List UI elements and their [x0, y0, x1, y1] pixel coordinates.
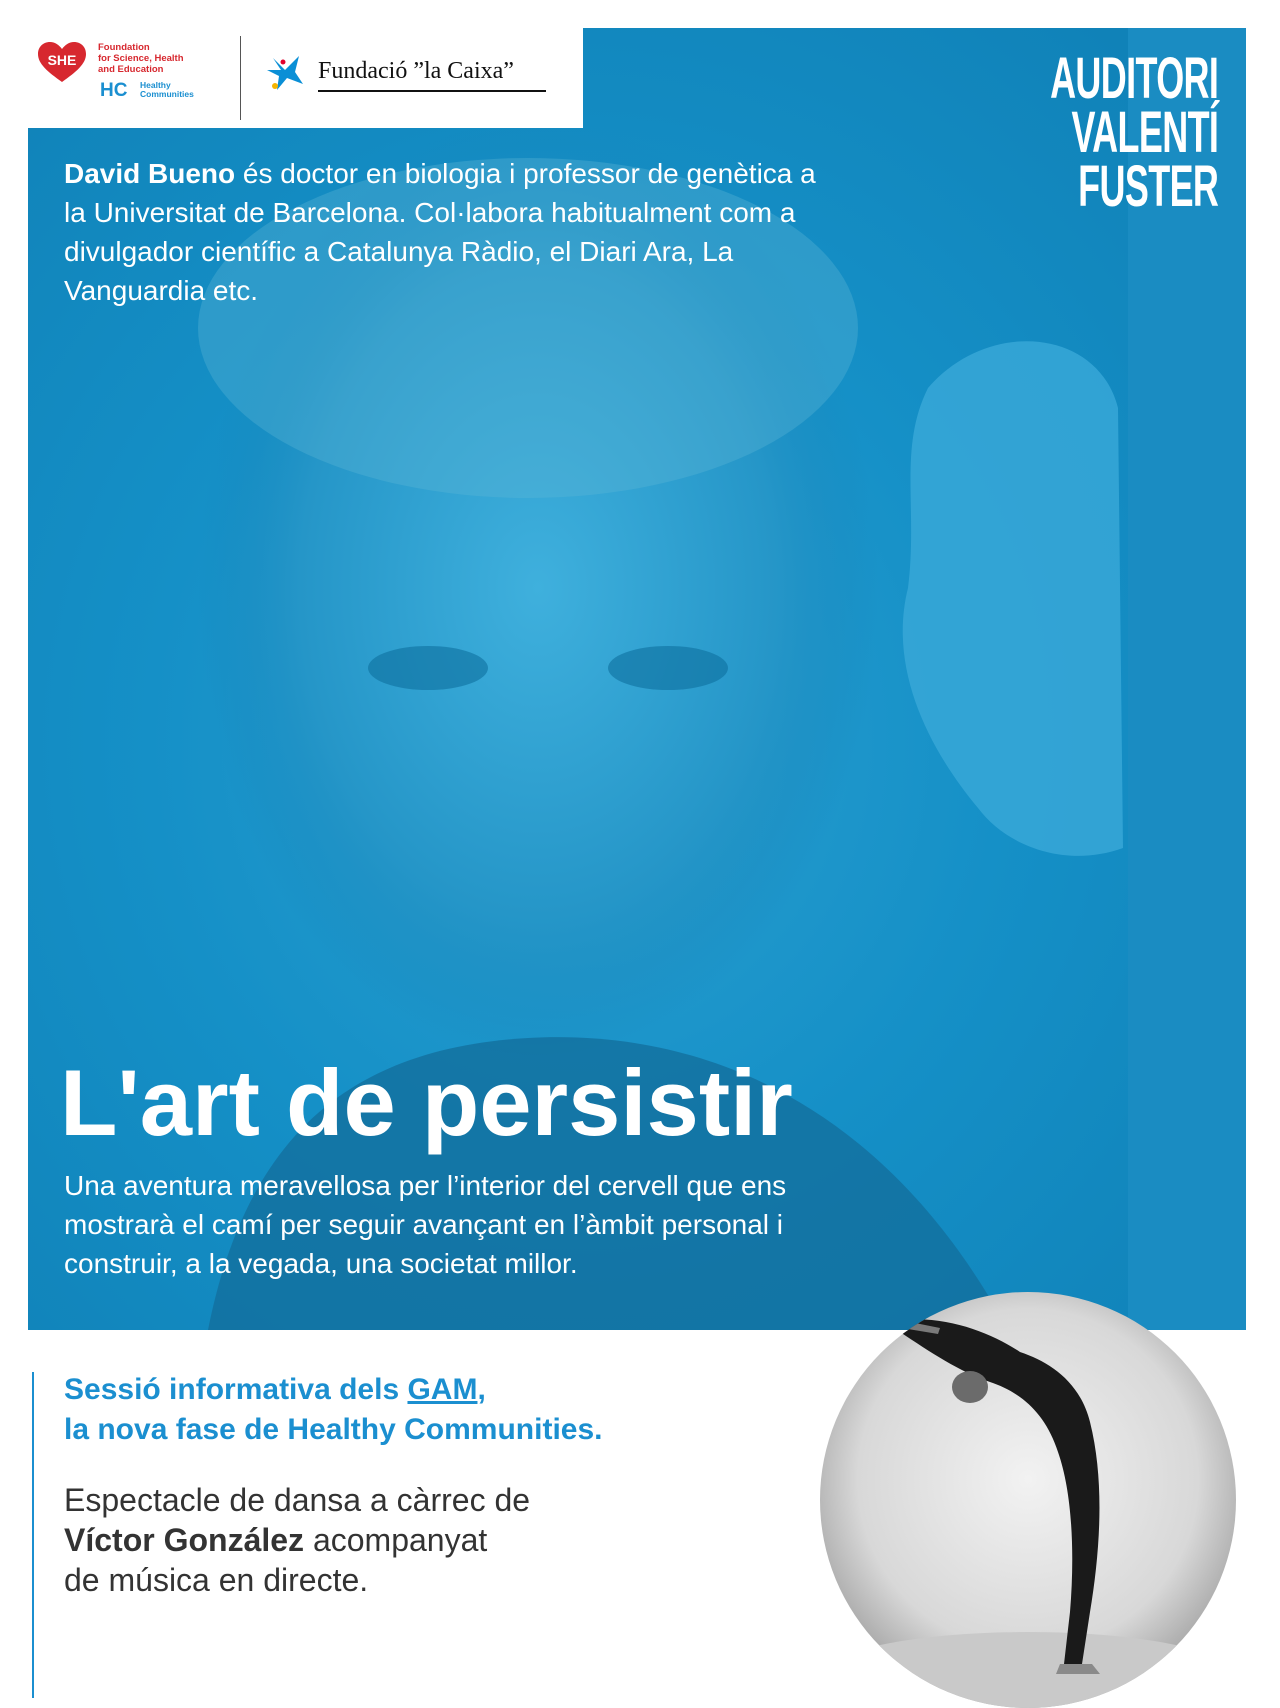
caixa-underline: [318, 90, 546, 92]
she-badge-text: SHE: [47, 52, 77, 68]
dancer-figure: [820, 1292, 1236, 1708]
dance-line-3: de música en directe.: [64, 1562, 369, 1598]
she-text-line: for Science, Health: [98, 53, 184, 64]
she-text-line: and Education: [98, 64, 164, 75]
event-description: Una aventura meravellosa per l’interior del cervell que ens mostrarà el camí per seguir avançant en l’àmbit personal i construir, a la vegada, una societat millor.: [64, 1170, 787, 1279]
dance-line-1: Espectacle de dansa a càrrec de: [64, 1482, 531, 1518]
venue-line: AUDITORI: [1049, 46, 1218, 111]
dance-performance: [64, 1480, 530, 1600]
info-line-2: la nova fase de Healthy Communities.: [64, 1413, 603, 1446]
performer-name: Víctor González: [64, 1522, 305, 1558]
info-suffix: ,: [477, 1373, 486, 1406]
she-text-line: Foundation: [98, 42, 150, 53]
caixa-star-icon: [265, 56, 305, 90]
accent-rule: [32, 1372, 34, 1698]
info-prefix: Sessió informativa dels: [64, 1373, 408, 1406]
venue-line: VALENTÍ: [1071, 100, 1218, 165]
gam-link[interactable]: GAM: [407, 1373, 478, 1406]
she-foundation-name: [98, 42, 184, 75]
logo-divider: [240, 36, 241, 120]
venue-name: [1049, 46, 1218, 219]
speaker-name: David Bueno: [64, 158, 236, 189]
dance-suffix: acompanyat: [304, 1522, 488, 1558]
info-line-1: [64, 1370, 603, 1410]
dancer-photo: [820, 1292, 1236, 1708]
event-title: L'art de persistir: [60, 1050, 793, 1155]
hc-abbr: HC: [100, 80, 128, 101]
she-heart-logo: [38, 42, 86, 84]
hc-text-line: Healthy: [140, 80, 171, 90]
speaker-bio-text: és doctor en biologia i professor de genètica a la Universitat de Barcelona. Col·labora habitualment com a divulgador científic a Catalunya Ràdio, el Diari Ara, La Vanguardia etc.: [64, 158, 816, 306]
hc-text-line: Communities: [140, 89, 194, 99]
speaker-bio: [64, 154, 844, 310]
venue-line: FUSTER: [1077, 154, 1218, 219]
hc-name: [140, 81, 194, 99]
caixa-foundation-name: Fundació ”la Caixa”: [318, 58, 514, 84]
info-session: [64, 1370, 603, 1450]
hero-banner: [28, 28, 1246, 1330]
sponsor-logos: [28, 28, 583, 128]
dance-line-2: [64, 1520, 530, 1560]
